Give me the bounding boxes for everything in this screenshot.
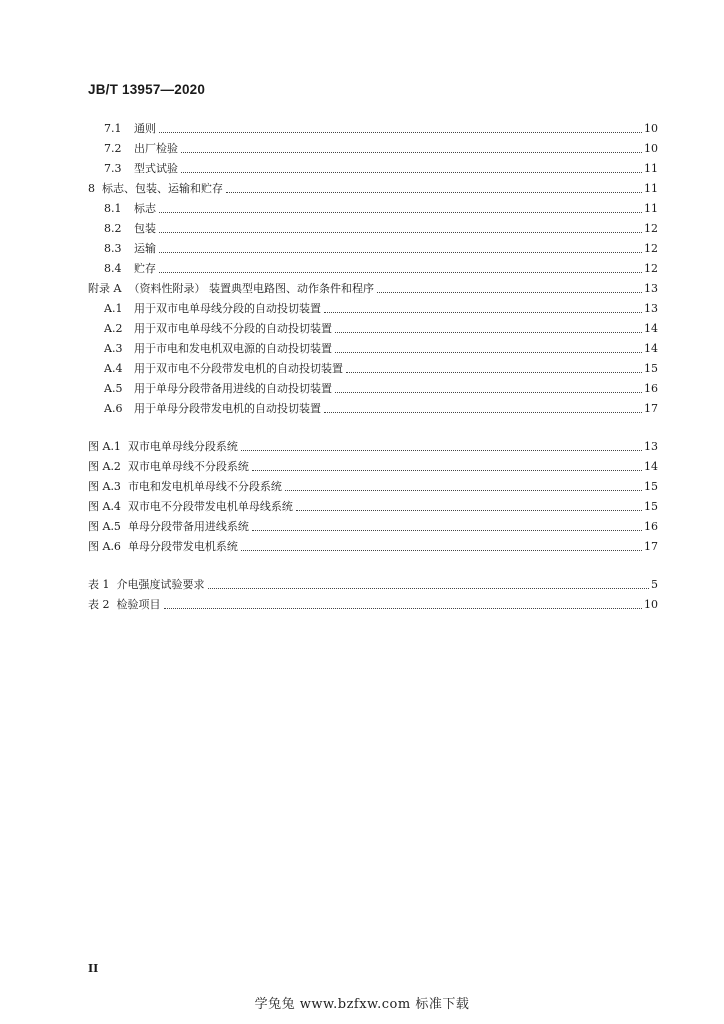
- toc-title: 用于双市电单母线分段的自动投切装置: [134, 302, 321, 315]
- leader-dots: [241, 449, 642, 451]
- toc-page: 11: [644, 202, 658, 215]
- toc-number: A.4: [104, 362, 123, 375]
- toc-title: 介电强度试验要求: [116, 578, 205, 591]
- toc-number: A.2: [104, 322, 123, 335]
- toc-figure-a-4[interactable]: [88, 494, 658, 514]
- toc-entry-appendix-a[interactable]: [88, 276, 658, 296]
- toc-page: 17: [644, 540, 658, 553]
- toc-page: 10: [644, 142, 658, 155]
- toc-number: 图 A.6: [88, 540, 121, 553]
- toc-number: A.1: [104, 302, 123, 315]
- leader-dots: [181, 171, 642, 173]
- toc-title: 运输: [134, 242, 156, 255]
- leader-dots: [324, 411, 642, 413]
- toc-title: 用于市电和发电机双电源的自动投切装置: [134, 342, 332, 355]
- toc-page: 14: [644, 322, 658, 335]
- toc-entry-8-2[interactable]: [88, 216, 658, 236]
- leader-dots: [159, 251, 642, 253]
- toc-title: 检验项目: [116, 598, 161, 611]
- toc-title: 双市电单母线分段系统: [127, 440, 238, 453]
- toc-title: 包装: [134, 222, 156, 235]
- toc-figure-a-2[interactable]: [88, 454, 658, 474]
- toc-number: 7.1: [104, 122, 122, 135]
- toc-title: 双市电单母线不分段系统: [127, 460, 249, 473]
- toc-number: 8.4: [104, 262, 122, 275]
- toc-page: 13: [644, 282, 658, 295]
- toc-title: 用于单母分段带发电机的自动投切装置: [134, 402, 321, 415]
- toc-entry-a-2[interactable]: [88, 316, 658, 336]
- leader-dots: [346, 371, 642, 373]
- toc-number: 图 A.1: [88, 440, 121, 453]
- toc-number: 8: [88, 182, 95, 195]
- toc-entry-a-6[interactable]: [88, 396, 658, 416]
- watermark-text: 学兔兔 www.bzfxw.com 标准下载: [254, 997, 470, 1012]
- leader-dots: [159, 231, 642, 233]
- toc-entry-a-3[interactable]: [88, 336, 658, 356]
- toc-number: 附录 A: [88, 282, 122, 295]
- leader-dots: [159, 211, 642, 213]
- toc-table-2[interactable]: [88, 592, 658, 612]
- leader-dots: [252, 469, 642, 471]
- toc-title: 单母分段带备用进线系统: [127, 520, 249, 533]
- toc-page: 10: [644, 122, 658, 135]
- toc-figure-a-5[interactable]: [88, 514, 658, 534]
- toc-number: A.6: [104, 402, 123, 415]
- toc-figure-a-1[interactable]: [88, 434, 658, 454]
- toc-page: 5: [651, 578, 658, 591]
- toc-entry-7-3[interactable]: [88, 156, 658, 176]
- toc-entry-8[interactable]: [88, 176, 658, 196]
- toc-page: 15: [644, 362, 658, 375]
- leader-dots: [335, 351, 642, 353]
- toc-entry-a-5[interactable]: [88, 376, 658, 396]
- toc-title: 用于双市电不分段带发电机的自动投切装置: [134, 362, 343, 375]
- toc-page: 12: [644, 222, 658, 235]
- toc-title: 通则: [134, 122, 156, 135]
- leader-dots: [159, 271, 642, 273]
- toc-page: 15: [644, 500, 658, 513]
- toc-title: 用于单母分段带备用进线的自动投切装置: [134, 382, 332, 395]
- toc-title: 市电和发电机单母线不分段系统: [127, 480, 282, 493]
- leader-dots: [296, 509, 642, 511]
- page-number: II: [88, 962, 99, 975]
- toc-page: 12: [644, 242, 658, 255]
- toc-page: 12: [644, 262, 658, 275]
- toc-number: 7.3: [104, 162, 122, 175]
- toc-number: 表 1: [88, 578, 110, 591]
- toc-number: 图 A.4: [88, 500, 121, 513]
- toc-title: 出厂检验: [134, 142, 178, 155]
- toc-entry-7-1[interactable]: [88, 116, 658, 136]
- toc-page: 16: [644, 520, 658, 533]
- leader-dots: [159, 131, 642, 133]
- toc-page: 11: [644, 182, 658, 195]
- toc-number: 图 A.3: [88, 480, 121, 493]
- toc-entry-8-1[interactable]: [88, 196, 658, 216]
- toc-page: 13: [644, 440, 658, 453]
- leader-dots: [285, 489, 642, 491]
- toc-number: 8.1: [104, 202, 122, 215]
- toc-page: 10: [644, 598, 658, 611]
- leader-dots: [226, 191, 642, 193]
- leader-dots: [377, 291, 642, 293]
- toc-title: 标志: [134, 202, 156, 215]
- toc-title: 型式试验: [134, 162, 178, 175]
- toc-title: 用于双市电单母线不分段的自动投切装置: [134, 322, 332, 335]
- toc-title: 贮存: [134, 262, 156, 275]
- leader-dots: [241, 549, 642, 551]
- toc-number: 表 2: [88, 598, 110, 611]
- toc-number: 图 A.2: [88, 460, 121, 473]
- toc-entry-8-4[interactable]: [88, 256, 658, 276]
- toc-number: 7.2: [104, 142, 122, 155]
- toc-entry-7-2[interactable]: [88, 136, 658, 156]
- toc-number: 8.2: [104, 222, 122, 235]
- toc-page: 14: [644, 460, 658, 473]
- toc-title: 单母分段带发电机系统: [127, 540, 238, 553]
- leader-dots: [335, 391, 642, 393]
- toc-figure-a-6[interactable]: [88, 534, 658, 554]
- leader-dots: [208, 587, 650, 589]
- leader-dots: [335, 331, 642, 333]
- toc-figure-a-3[interactable]: [88, 474, 658, 494]
- toc-number: 8.3: [104, 242, 122, 255]
- toc-page: 16: [644, 382, 658, 395]
- toc-number: A.5: [104, 382, 123, 395]
- toc-page: 11: [644, 162, 658, 175]
- toc-page: 14: [644, 342, 658, 355]
- toc-page: 13: [644, 302, 658, 315]
- toc-title: （资料性附录） 装置典型电路图、动作条件和程序: [128, 282, 374, 295]
- toc-number: A.3: [104, 342, 123, 355]
- toc-entry-a-1[interactable]: [88, 296, 658, 316]
- toc-page: 15: [644, 480, 658, 493]
- leader-dots: [324, 311, 642, 313]
- document-id: JB/T 13957—2020: [88, 82, 206, 97]
- toc-entry-a-4[interactable]: [88, 356, 658, 376]
- toc-page: 17: [644, 402, 658, 415]
- toc-table-1[interactable]: [88, 572, 658, 592]
- toc-entry-8-3[interactable]: [88, 236, 658, 256]
- toc-number: 图 A.5: [88, 520, 121, 533]
- toc-title: 标志、包装、运输和贮存: [102, 182, 223, 195]
- leader-dots: [252, 529, 642, 531]
- toc-title: 双市电不分段带发电机单母线系统: [127, 500, 293, 513]
- leader-dots: [164, 607, 643, 609]
- leader-dots: [181, 151, 642, 153]
